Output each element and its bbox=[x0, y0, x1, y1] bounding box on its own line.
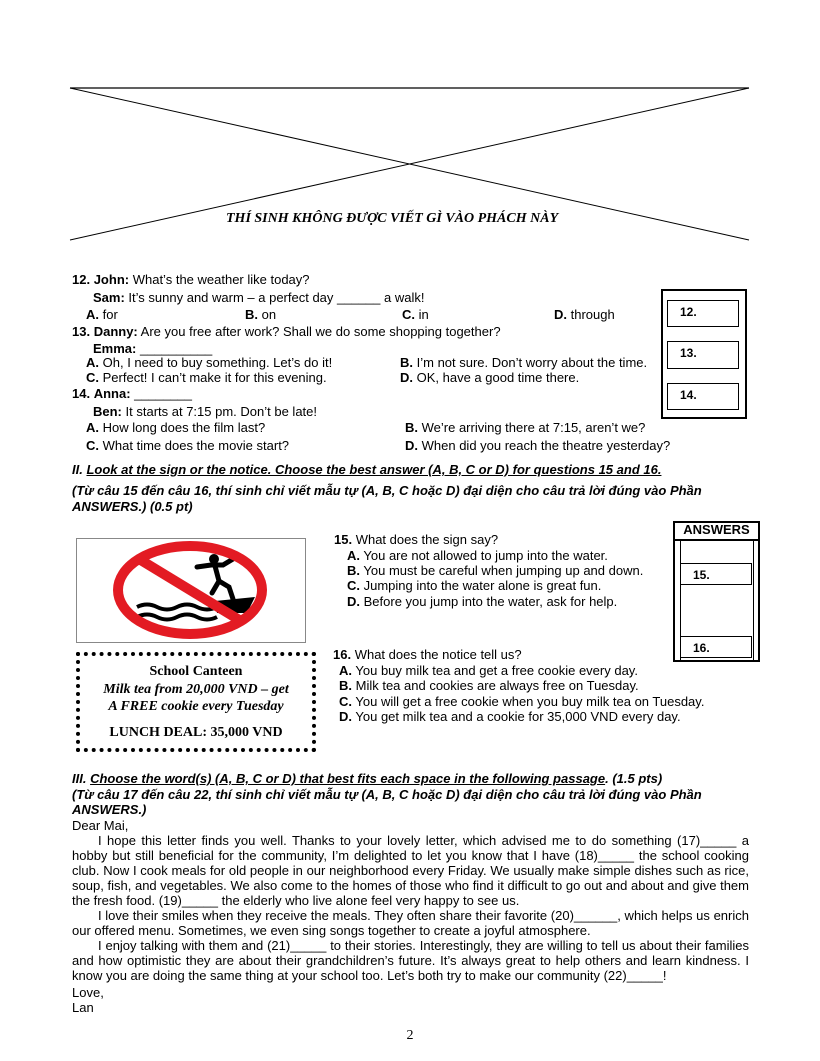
q15-option-a: A. You are not allowed to jump into the water. bbox=[347, 548, 608, 563]
q14-option-c: C. What time does the movie start? bbox=[86, 438, 290, 453]
q12-option-d: D. through bbox=[554, 307, 615, 322]
answer-box-15[interactable]: 15. bbox=[680, 563, 752, 585]
letter-paragraph-3: I enjoy talking with them and (21)_____ to their stories. Interestingly, they are willing to tell us about their families and how optimistic they are about their grandchildren’s future. It’s always great to help others and learn kindness. I know you are doing the same thing at your school too. Let’s both try to make our community (22)_____! bbox=[72, 938, 749, 983]
question-13-reply: Emma: __________ bbox=[93, 341, 213, 356]
header-notice: THÍ SINH KHÔNG ĐƯỢC VIẾT GÌ VÀO PHÁCH NÀY bbox=[226, 211, 559, 226]
question-14: 14. Anna: ________ bbox=[72, 386, 193, 401]
q16-option-c: C. You will get a free cookie when you buy milk tea on Tuesday. bbox=[339, 694, 705, 709]
letter-signature: Lan bbox=[72, 1000, 94, 1015]
q13-option-c: C. Perfect! I can’t make it for this evening. bbox=[86, 370, 327, 385]
no-jumping-sign bbox=[76, 538, 306, 643]
canteen-notice-title: School Canteen bbox=[149, 664, 243, 679]
canteen-notice-line1: Milk tea from 20,000 VND – get bbox=[103, 682, 289, 697]
q14-option-b: B. We’re arriving there at 7:15, aren’t we? bbox=[405, 420, 646, 435]
q16-option-a: A. You buy milk tea and get a free cookie every day. bbox=[339, 663, 638, 678]
q12-option-b: B. on bbox=[245, 307, 277, 322]
answer-box-12[interactable]: 12. bbox=[667, 300, 739, 327]
canteen-notice-line2: A FREE cookie every Tuesday bbox=[108, 699, 284, 714]
q12-option-a: A. for bbox=[86, 307, 118, 322]
section-2-instruction: (Từ câu 15 đến câu 16, thí sinh chỉ viết mẫu tự (A, B, C hoặc D) đại diện cho câu trả lời đúng vào Phần bbox=[72, 483, 702, 498]
page-number: 2 bbox=[406, 1028, 414, 1043]
q14-option-a: A. How long does the film last? bbox=[86, 420, 266, 435]
q13-option-d: D. OK, have a good time there. bbox=[400, 370, 580, 385]
answer-box-16[interactable]: 16. bbox=[680, 636, 752, 658]
question-14-reply: Ben: It starts at 7:15 pm. Don’t be late! bbox=[93, 404, 317, 419]
q16-option-b: B. Milk tea and cookies are always free on Tuesday. bbox=[339, 678, 639, 693]
question-13: 13. Danny: Are you free after work? Shall we do some shopping together? bbox=[72, 324, 501, 339]
letter-paragraph-1: I hope this letter finds you well. Thanks to your lovely letter, which advised me to do something (17)_____ a hobby but still beneficial for the community, I’m delighted to let you know that I have (18)_____ the school cooking club. Now I cook meals for old people in our neighborhood every Friday. We usually make simple dishes such as rice, soup, fish, and vegetables. We also come to the homes of those who find it difficult to go out and about and give them the fresh food. (19)_____ the elderly who live alone feel very happy to see us. bbox=[72, 833, 749, 908]
letter-greeting: Dear Mai, bbox=[72, 818, 129, 833]
section-3-instruction: (Từ câu 17 đến câu 22, thí sinh chỉ viết mẫu tự (A, B, C hoặc D) đại diện cho câu trả lời đúng vào Phần bbox=[72, 787, 702, 802]
question-15: 15. What does the sign say? bbox=[334, 532, 499, 547]
q16-option-d: D. You get milk tea and a cookie for 35,000 VND every day. bbox=[339, 709, 681, 724]
canteen-notice-deal: LUNCH DEAL: 35,000 VND bbox=[109, 725, 283, 740]
q15-option-b: B. You must be careful when jumping up and down. bbox=[347, 563, 644, 578]
q12-option-c: C. in bbox=[402, 307, 429, 322]
section-3-heading: III. Choose the word(s) (A, B, C or D) that best fits each space in the following passage. (1.5 pts) bbox=[72, 771, 663, 786]
q15-option-c: C. Jumping into the water alone is great fun. bbox=[347, 578, 602, 593]
section-3-instruction-2: ANSWERS.) bbox=[72, 802, 147, 817]
question-12: 12. John: What’s the weather like today? bbox=[72, 272, 310, 287]
q13-option-b: B. I’m not sure. Don’t worry about the time. bbox=[400, 355, 648, 370]
no-jumping-icon bbox=[77, 539, 305, 642]
answer-box-13[interactable]: 13. bbox=[667, 341, 739, 369]
q13-option-a: A. Oh, I need to buy something. Let’s do it! bbox=[86, 355, 333, 370]
question-12-reply: Sam: It’s sunny and warm – a perfect day ______ a walk! bbox=[93, 290, 425, 305]
letter-closing: Love, bbox=[72, 985, 104, 1000]
letter-body bbox=[72, 833, 749, 983]
letter-paragraph-2: I love their smiles when they receive the meals. They often share their favorite (20)______, which helps us enrich our offered menu. Sometimes, we even sing songs together to create a joyful atmosphere. bbox=[72, 908, 749, 938]
q14-option-d: D. When did you reach the theatre yesterday? bbox=[405, 438, 671, 453]
answer-box-14[interactable]: 14. bbox=[667, 383, 739, 410]
question-16: 16. What does the notice tell us? bbox=[333, 647, 522, 662]
section-2-heading: II. Look at the sign or the notice. Choose the best answer (A, B, C or D) for questions 15 and 16. bbox=[72, 462, 662, 477]
answers-panel-title: ANSWERS bbox=[673, 521, 760, 541]
answers-panel-right-rail bbox=[753, 541, 760, 662]
q15-option-d: D. Before you jump into the water, ask for help. bbox=[347, 594, 618, 609]
section-2-instruction-2: ANSWERS.) (0.5 pt) bbox=[72, 499, 193, 514]
